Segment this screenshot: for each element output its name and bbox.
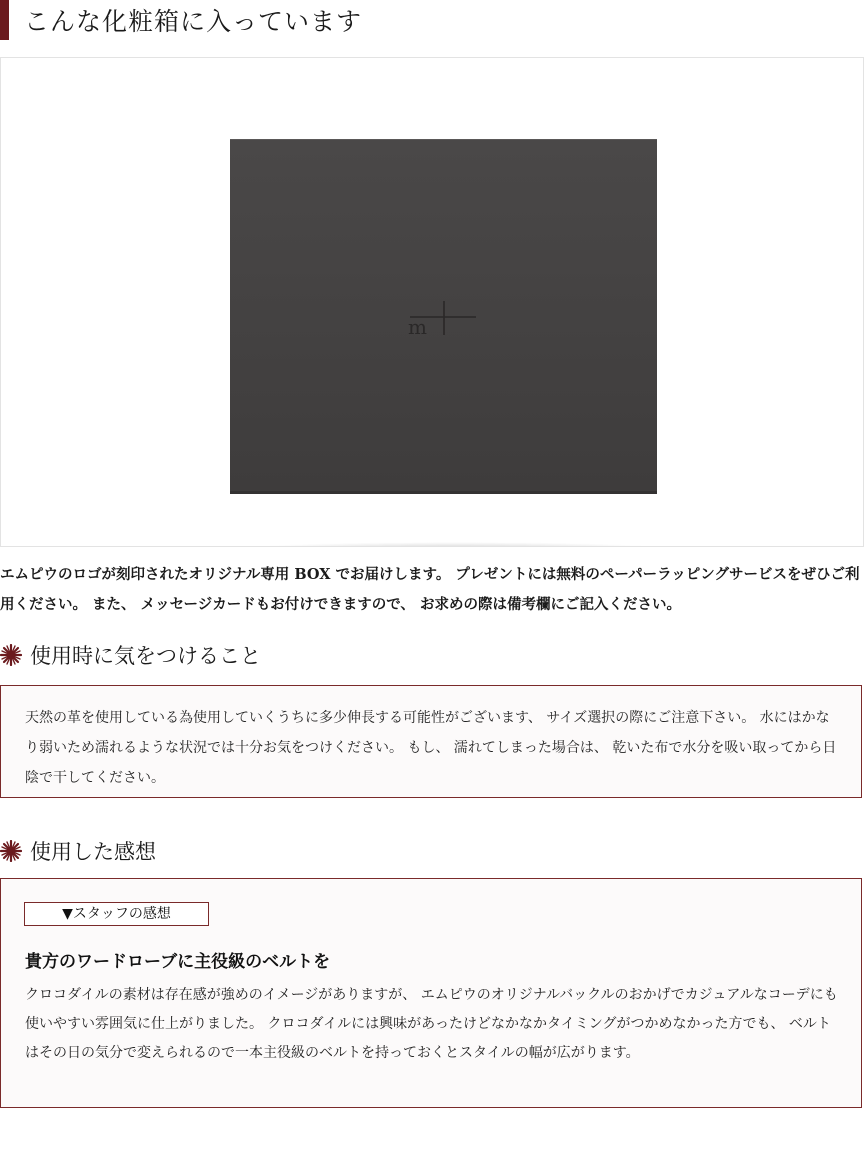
brand-logo	[406, 299, 476, 339]
starburst-icon	[0, 644, 22, 666]
review-heading: 使用した感想	[30, 840, 156, 864]
section-heading-review	[0, 836, 156, 866]
notice-body: 天然の革を使用している為使用していくうちに多少伸長する可能性がございます、 サイズ選択の際にご注意下さい。 水にはかなり弱いため濡れるような状況では十分お気をつけください。 もし、 濡れてしまった場合は、 乾いた布で水分を吸い取ってから日陰で干してください。	[25, 710, 837, 786]
section-heading-notice	[0, 640, 261, 670]
logo-letter: m	[408, 315, 427, 339]
review-title: 貴方のワードローブに主役級のベルトを	[25, 952, 331, 972]
gift-box	[230, 139, 657, 494]
review-box	[0, 878, 862, 1108]
gift-box-photo	[0, 57, 864, 547]
review-body: クロコダイルの素材は存在感が強めのイメージがありますが、 エムピウのオリジナルバックルのおかげでカジュアルなコーデにも使いやすい雰囲気に仕上がりました。 クロコダイルには興味があったけどなかなかタイミングがつかめなかった方でも、 ベルトはその日の気分で変えられるので一本主役級のベルトを持っておくとスタイルの幅が広がります。	[25, 987, 838, 1061]
notice-heading: 使用時に気をつけること	[30, 644, 261, 668]
section-heading-packaging	[0, 0, 864, 40]
staff-review-tag: ▼スタッフの感想	[24, 902, 209, 926]
box-shadow	[239, 542, 671, 547]
starburst-icon	[0, 840, 22, 862]
page-title: こんな化粧箱に入っています	[24, 7, 363, 36]
notice-box	[0, 685, 862, 798]
heading-accent-bar	[0, 0, 9, 40]
packaging-caption: エムピウのロゴが刻印されたオリジナル専用 BOX でお届けします。 プレゼントには無料のペーパーラッピングサービスをぜひご利用ください。 また、 メッセージカードもお付けできますので、 お求めの際は備考欄にご記入ください。	[0, 566, 860, 613]
